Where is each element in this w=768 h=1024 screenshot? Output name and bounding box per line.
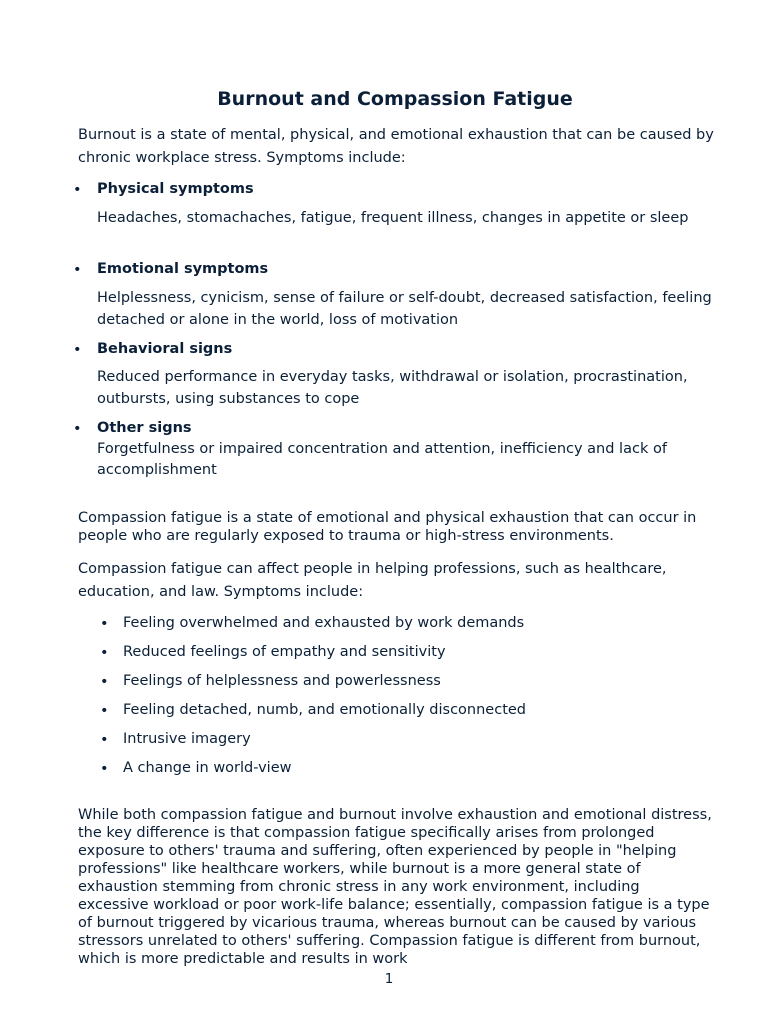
symptom-text: Reduced performance in everyday tasks, withdrawal or isolation, procrastination, outbursts, using substances to cope <box>97 369 688 407</box>
page-number: 1 <box>384 971 394 987</box>
symptom-heading: Physical symptoms <box>97 181 254 197</box>
page-title: Burnout and Compassion Fatigue <box>217 88 573 110</box>
symptom-text: Forgetfulness or impaired concentration and attention, inefficiency and lack of accomplishment <box>97 441 667 478</box>
bullet-icon: • <box>100 732 109 748</box>
list-item-text: Intrusive imagery <box>123 731 251 747</box>
bullet-icon: • <box>73 262 82 278</box>
burnout-intro: Burnout is a state of mental, physical, and emotional exhaustion that can be caused by chronic workplace stress. Symptoms include: <box>78 127 714 166</box>
list-item-text: Feelings of helplessness and powerlessness <box>123 673 441 689</box>
list-item-text: Feeling overwhelmed and exhausted by work demands <box>123 615 525 631</box>
symptom-heading: Emotional symptoms <box>97 261 269 277</box>
bullet-icon: • <box>73 421 82 437</box>
comparison-paragraph: While both compassion fatigue and burnout involve exhaustion and emotional distress, the key difference is that compassion fatigue specifically arises from prolonged exposure to others' trauma and suffering, often experienced by people in "helping professions" like healthcare workers, while burnout is a more general state of exhaustion stemming from chronic stress in any work environment, including excessive workload or poor work-life balance; essentially, compassion fatigue is a type of burnout triggered by vicarious trauma, whereas burnout can be caused by various stressors unrelated to others' suffering. Compassion fatigue is different from burnout, which is more predictable and results in work <box>78 807 712 967</box>
bullet-icon: • <box>100 616 109 632</box>
compassion-fatigue-intro: Compassion fatigue can affect people in helping professions, such as healthcare, education, and law. Symptoms include: <box>78 561 667 600</box>
symptom-text: Headaches, stomachaches, fatigue, frequent illness, changes in appetite or sleep <box>97 210 689 226</box>
bullet-icon: • <box>100 674 109 690</box>
bullet-icon: • <box>73 182 82 198</box>
list-item-text: Feeling detached, numb, and emotionally disconnected <box>123 702 527 718</box>
symptom-text: Helplessness, cynicism, sense of failure or self-doubt, decreased satisfaction, feeling detached or alone in the world, loss of motivation <box>97 290 712 328</box>
bullet-icon: • <box>100 761 109 777</box>
symptom-heading: Behavioral signs <box>97 341 233 357</box>
symptom-heading: Other signs <box>97 420 192 436</box>
list-item-text: Reduced feelings of empathy and sensitivity <box>123 644 446 660</box>
list-item-text: A change in world-view <box>123 760 292 776</box>
bullet-icon: • <box>73 342 82 358</box>
compassion-fatigue-definition: Compassion fatigue is a state of emotional and physical exhaustion that can occur in people who are regularly exposed to trauma or high-stress environments. <box>78 510 697 544</box>
bullet-icon: • <box>100 645 109 661</box>
bullet-icon: • <box>100 703 109 719</box>
